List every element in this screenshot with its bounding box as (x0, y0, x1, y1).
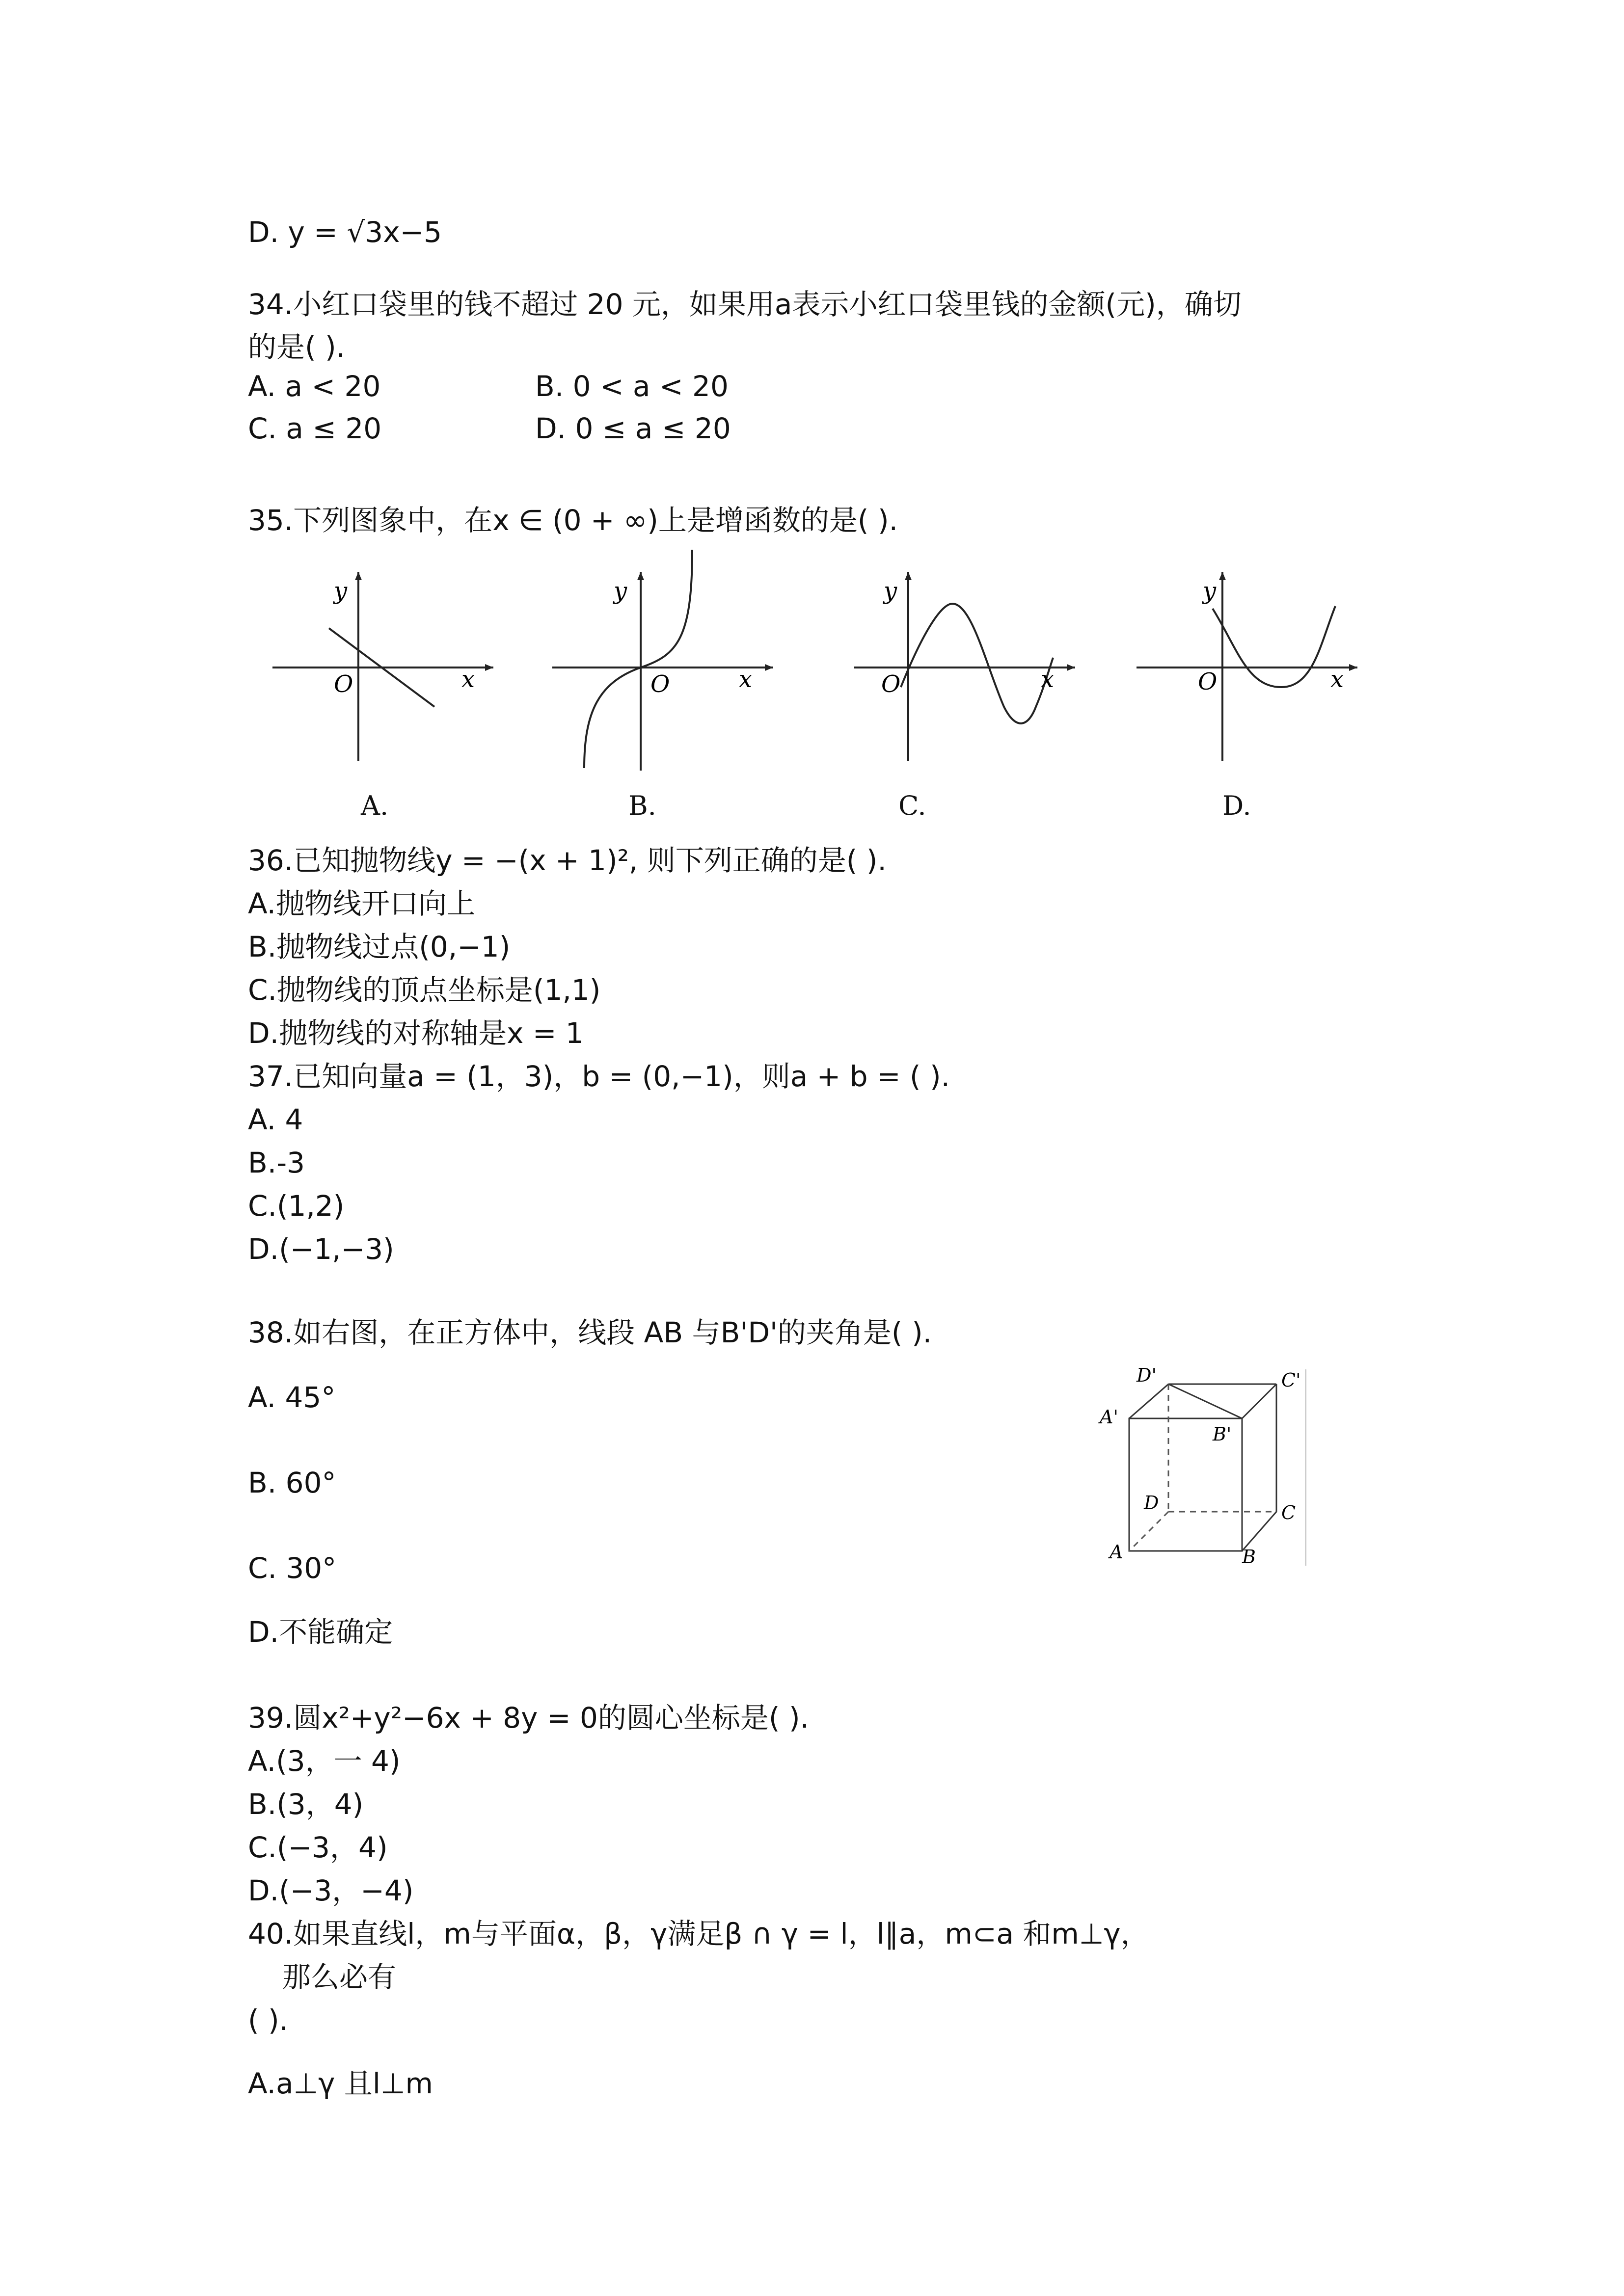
q35-graph-c (847, 564, 1083, 771)
q36-option-c: C.抛物线的顶点坐标是(1,1) (248, 973, 601, 1007)
q35-graph-c-y-label: y (884, 577, 897, 605)
q35-graph-a (265, 564, 501, 771)
q35-graph-b (545, 545, 781, 780)
q38-option-d: D.不能确定 (248, 1615, 393, 1649)
cube-label-d: D (1144, 1492, 1159, 1514)
q36-option-a: A.抛物线开口向上 (248, 887, 476, 920)
q35-graph-d-x-label: x (1330, 666, 1344, 693)
q35-caption-b: B. (628, 790, 656, 821)
cube-label-a: A (1110, 1541, 1123, 1563)
q33-option-d: D. y = √3x−5 (248, 215, 442, 249)
q40-stem-line2: 那么必有 (282, 1960, 397, 1994)
q37-stem: 37.已知向量a = (1，3)，b = (0,−1)，则a + b = ( ). (248, 1060, 950, 1093)
q37-option-a: A. 4 (248, 1103, 303, 1136)
cube-label-dp: D' (1137, 1364, 1157, 1386)
q40-stem-line3: ( ). (248, 2003, 289, 2037)
q38-stem: 38.如右图，在正方体中，线段 AB 与B'D'的夹角是( ). (248, 1316, 932, 1349)
q35-graph-c-origin: O (881, 670, 901, 698)
q39-stem: 39.圆x²+y²−6x + 8y = 0的圆心坐标是( ). (248, 1701, 810, 1735)
q38-option-c: C. 30° (248, 1551, 337, 1585)
q37-option-c: C.(1,2) (248, 1189, 345, 1223)
q35-graph-d-origin: O (1198, 668, 1218, 695)
q35-graph-d-y-label: y (1203, 577, 1217, 605)
q36-option-d: D.抛物线的对称轴是x = 1 (248, 1016, 584, 1050)
cube-label-bp: B' (1213, 1423, 1232, 1445)
cube-label-b: B (1242, 1546, 1256, 1568)
q35-caption-c: C. (898, 790, 926, 821)
q35-graph-b-x-label: x (739, 666, 753, 693)
cube-label-c: C (1281, 1502, 1296, 1523)
q34-option-a: A. a < 20 (248, 370, 381, 403)
q34-option-d: D. 0 ≤ a ≤ 20 (535, 412, 731, 445)
q38-option-a: A. 45° (248, 1381, 336, 1414)
q35-caption-a: A. (361, 790, 389, 821)
q39-option-a: A.(3，一 4) (248, 1744, 401, 1778)
q38-cube-figure (1095, 1360, 1321, 1575)
q35-graph-b-y-label: y (614, 577, 627, 605)
q35-graph-a-origin: O (334, 670, 353, 698)
q39-option-c: C.(−3，4) (248, 1831, 388, 1864)
q37-option-d: D.(−1,−3) (248, 1232, 394, 1266)
q35-graph-a-x-label: x (461, 666, 475, 693)
q34-stem-line1: 34.小红口袋里的钱不超过 20 元，如果用a表示小红口袋里钱的金额(元)，确切 (248, 288, 1242, 321)
q34-option-c: C. a ≤ 20 (248, 412, 382, 445)
q34-option-b: B. 0 < a < 20 (535, 370, 729, 403)
q35-graph-d (1129, 564, 1365, 771)
q35-graph-b-origin: O (650, 670, 670, 698)
q39-option-d: D.(−3，−4) (248, 1874, 414, 1907)
q37-option-b: B.-3 (248, 1146, 305, 1179)
q40-stem-line1: 40.如果直线l，m与平面α，β，γ满足β ∩ γ = l，l∥a，m⊂a 和m⊥γ， (248, 1917, 1149, 1950)
q40-option-a: A.a⊥γ 且l⊥m (248, 2067, 433, 2100)
q35-caption-d: D. (1222, 790, 1251, 821)
q35-stem: 35.下列图象中，在x ∈ (0 + ∞)上是增函数的是( ). (248, 504, 898, 537)
q34-stem-line2: 的是( ). (248, 330, 346, 364)
q36-stem: 36.已知抛物线y = −(x + 1)², 则下列正确的是( ). (248, 844, 887, 877)
q36-option-b: B.抛物线过点(0,−1) (248, 930, 511, 963)
q35-graph-c-x-label: x (1041, 666, 1055, 693)
cube-label-ap: A' (1100, 1406, 1118, 1428)
q39-option-b: B.(3，4) (248, 1788, 364, 1821)
q35-graph-a-y-label: y (334, 577, 348, 605)
q38-option-b: B. 60° (248, 1466, 336, 1499)
cube-label-cp: C' (1281, 1369, 1301, 1391)
